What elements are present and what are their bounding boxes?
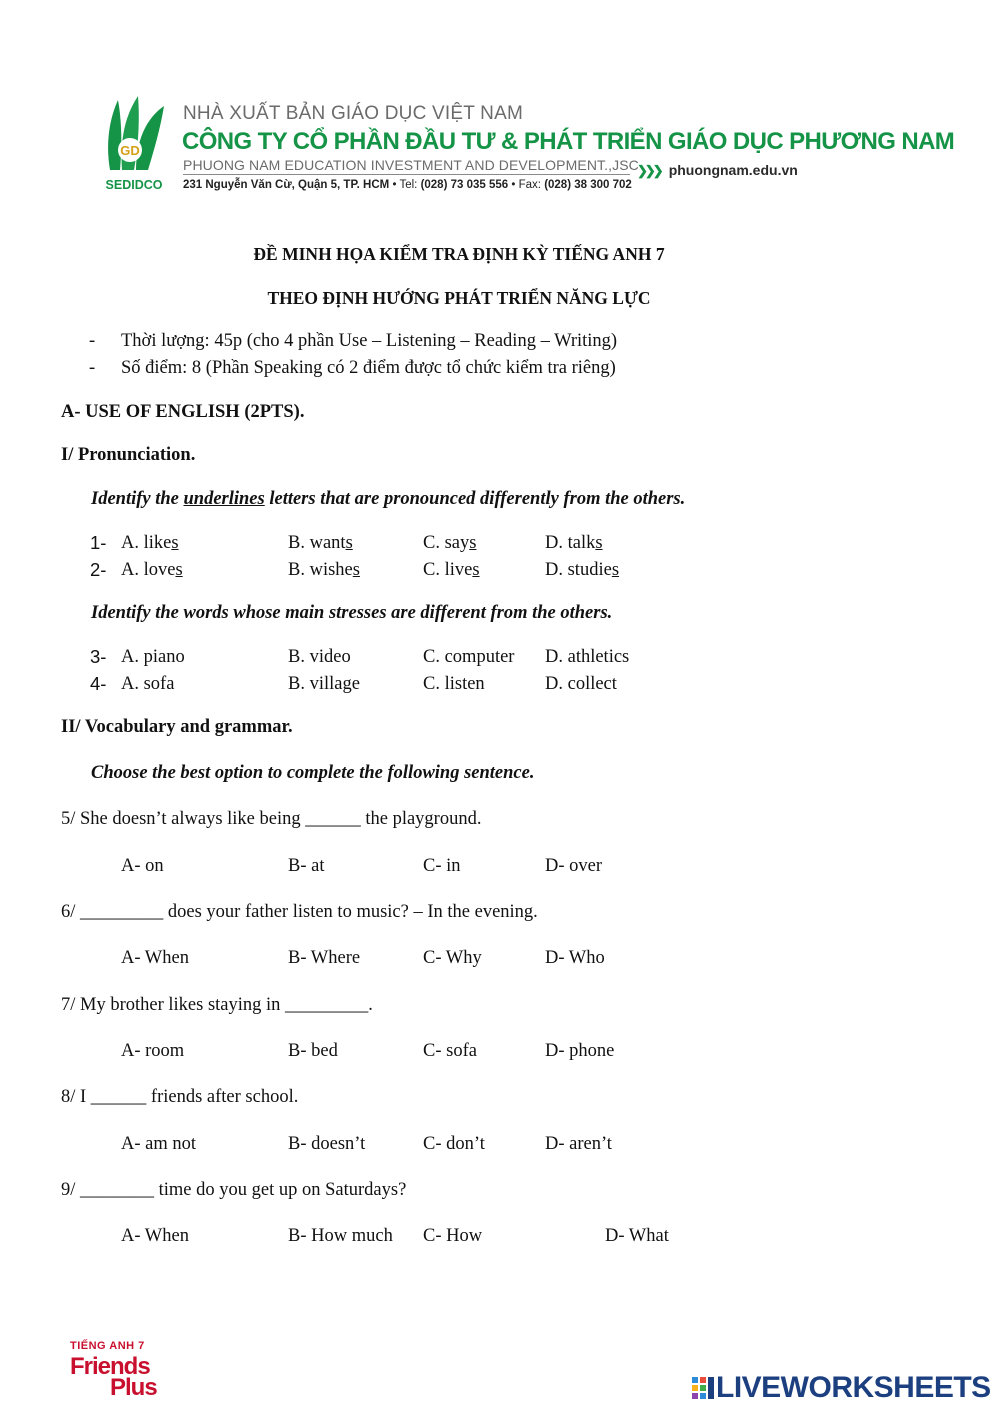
bullet-dash: - — [89, 331, 96, 351]
logo-caption: SEDIDCO — [105, 178, 163, 192]
question-number: 4- — [90, 673, 107, 694]
option-a[interactable]: A. piano — [121, 647, 185, 667]
instruction-underlined: underlines — [183, 489, 265, 509]
bullet-dash: - — [89, 358, 96, 378]
publisher-contact: 231 Nguyễn Văn Cừ, Quận 5, TP. HCM • Tel: (028) 73 035 556 • Fax: (028) 38 300 702 — [183, 179, 632, 191]
option-b[interactable]: B- How much — [288, 1226, 393, 1246]
option-c[interactable]: C- sofa — [423, 1041, 477, 1061]
fax-label: Fax: — [518, 179, 541, 191]
publisher-english-name: PHUONG NAM EDUCATION INVESTMENT AND DEVELOPMENT.,JSC — [183, 157, 639, 173]
option-b[interactable]: B. wants — [288, 533, 353, 553]
bullet-text: Số điểm: 8 (Phần Speaking có 2 điểm được tổ chức kiểm tra riêng) — [121, 358, 616, 378]
publisher-company-name: CÔNG TY CỔ PHẦN ĐẦU TƯ & PHÁT TRIỂN GIÁO DỤC PHƯƠNG NAM — [182, 128, 955, 155]
option-d[interactable]: D. collect — [545, 674, 617, 694]
question-8: 8/ I ______ friends after school. — [61, 1087, 299, 1107]
option-b[interactable]: B. video — [288, 647, 351, 667]
option-c[interactable]: C- Why — [423, 948, 482, 968]
option-a[interactable]: A. likes — [121, 533, 179, 553]
website-text: phuongnam.edu.vn — [668, 162, 798, 178]
publisher-line1: NHÀ XUẤT BẢN GIÁO DỤC VIỆT NAM — [183, 103, 523, 124]
question-7: 7/ My brother likes staying in _________. — [61, 995, 373, 1015]
option-c[interactable]: C. lives — [423, 560, 480, 580]
option-d[interactable]: D. athletics — [545, 647, 630, 667]
option-b[interactable]: B. wishes — [288, 560, 360, 580]
friends-plus-small-title: TIẾNG ANH 7 — [70, 1340, 145, 1352]
question-6: 6/ _________ does your father listen to music? – In the evening. — [61, 902, 538, 922]
instruction-pronunciation — [91, 489, 685, 510]
section-i-heading: I/ Pronunciation. — [61, 445, 196, 465]
option-d[interactable]: D- What — [605, 1226, 669, 1246]
question-number: 1- — [90, 532, 107, 553]
question-5: 5/ She doesn’t always like being ______ the playground. — [61, 809, 482, 829]
option-a[interactable]: A- am not — [121, 1134, 197, 1154]
liveworksheets-brand[interactable]: LIVEWORKSHEETS — [716, 1371, 991, 1404]
instruction-text: Identify the — [91, 489, 184, 509]
option-c[interactable]: C. computer — [423, 647, 515, 667]
question-number: 2- — [90, 559, 107, 580]
publisher-tel: (028) 73 035 556 — [420, 179, 509, 191]
option-a[interactable]: A- When — [121, 1226, 189, 1246]
bullet-score — [89, 358, 616, 379]
friends-plus-logo-line2: Plus — [110, 1374, 157, 1401]
option-b[interactable]: B- Where — [288, 948, 361, 968]
option-d[interactable]: D- phone — [545, 1041, 615, 1061]
publisher-fax: (028) 38 300 702 — [544, 179, 632, 191]
instruction-grammar: Choose the best option to complete the following sentence. — [91, 763, 535, 783]
page-subtitle: THEO ĐỊNH HƯỚNG PHÁT TRIỂN NĂNG LỰC — [267, 288, 651, 308]
option-a[interactable]: A- When — [121, 948, 189, 968]
page-title: ĐỀ MINH HỌA KIỂM TRA ĐỊNH KỲ TIẾNG ANH 7 — [253, 244, 665, 264]
section-ii-heading: II/ Vocabulary and grammar. — [61, 717, 293, 737]
logo-mark-text: GD — [120, 143, 140, 158]
liveworksheets-icon — [692, 1377, 714, 1399]
publisher-website[interactable] — [637, 162, 798, 179]
option-a[interactable]: A- room — [121, 1041, 185, 1061]
option-d[interactable]: D- over — [545, 856, 603, 876]
option-c[interactable]: C- don’t — [423, 1134, 485, 1154]
option-b[interactable]: B- bed — [288, 1041, 338, 1061]
question-number: 3- — [90, 646, 107, 667]
publisher-divider — [183, 174, 630, 175]
option-c[interactable]: C- in — [423, 856, 461, 876]
bullet-text: Thời lượng: 45p (cho 4 phần Use – Listening – Reading – Writing) — [121, 331, 618, 351]
option-d[interactable]: D- Who — [545, 948, 605, 968]
option-b[interactable]: B- at — [288, 856, 325, 876]
option-c[interactable]: C- How — [423, 1226, 483, 1246]
sedidco-logo — [104, 92, 172, 192]
option-c[interactable]: C. listen — [423, 674, 485, 694]
option-a[interactable]: A. loves — [121, 560, 183, 580]
instruction-stress: Identify the words whose main stresses are different from the others. — [91, 603, 613, 623]
chevrons-icon: ❯❯❯ — [637, 163, 661, 178]
tel-label: Tel: — [399, 179, 418, 191]
option-a[interactable]: A- on — [121, 856, 164, 876]
option-a[interactable]: A. sofa — [121, 674, 175, 694]
bullet-duration — [89, 331, 617, 352]
option-c[interactable]: C. says — [423, 533, 477, 553]
option-d[interactable]: D- aren’t — [545, 1134, 612, 1154]
instruction-text: letters that are pronounced differently from the others. — [264, 489, 686, 509]
option-d[interactable]: D. talks — [545, 533, 603, 553]
option-b[interactable]: B- doesn’t — [288, 1134, 366, 1154]
question-9: 9/ ________ time do you get up on Saturdays? — [61, 1180, 407, 1200]
publisher-address: 231 Nguyễn Văn Cừ, Quận 5, TP. HCM — [183, 179, 390, 191]
friends-plus-logo-line1: Friends — [70, 1353, 150, 1380]
option-d[interactable]: D. studies — [545, 560, 620, 580]
option-b[interactable]: B. village — [288, 674, 360, 694]
section-a-heading: A- USE OF ENGLISH (2PTS). — [61, 402, 305, 422]
